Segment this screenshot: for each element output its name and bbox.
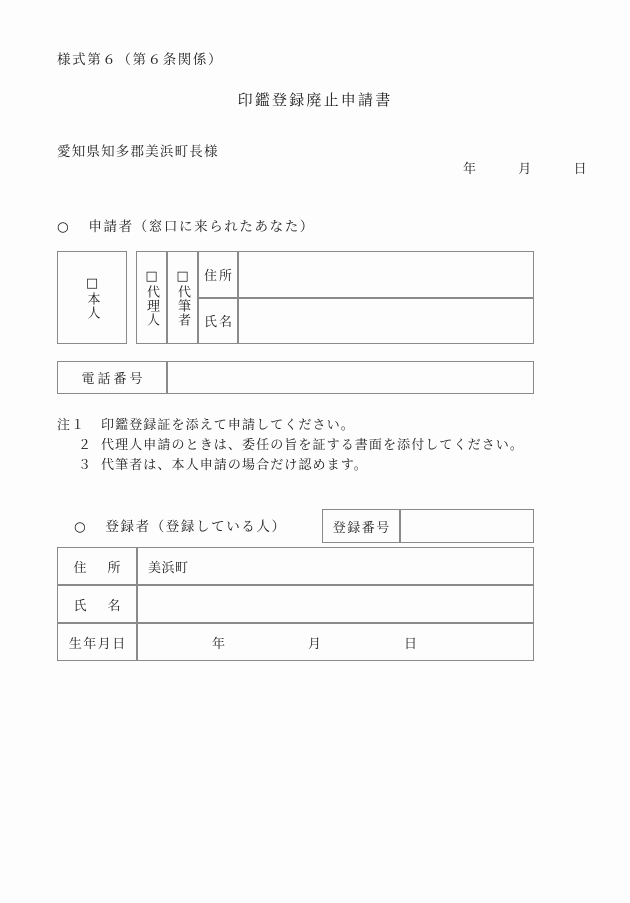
- applicant-tel-value: [168, 362, 533, 393]
- addressee: 愛知県知多郡美浜町長様: [57, 144, 219, 160]
- checkbox-option-scribe[interactable]: [167, 251, 198, 344]
- date-year-marker: 年: [463, 162, 477, 177]
- registrant-name-label: 氏 名: [73, 598, 125, 614]
- applicant-address-value: [239, 252, 533, 297]
- dob-year-marker: 年: [212, 636, 226, 652]
- note-text: 代理人申請のときは、委任の旨を証する書面を添付してください。: [101, 438, 525, 453]
- note-item: [57, 416, 524, 436]
- form-number: 様式第６（第６条関係）: [57, 52, 224, 68]
- applicant-section-heading: [57, 215, 315, 235]
- dob-day-marker: 日: [404, 636, 418, 652]
- applicant-address-label-cell: [198, 251, 238, 298]
- page-title: 印鑑登録廃止申請書: [237, 91, 393, 109]
- applicant-bullet-icon: ○: [57, 219, 71, 235]
- applicant-tel-label: 電話番号: [81, 372, 146, 387]
- registrant-address-field[interactable]: [137, 547, 534, 585]
- note-item: [57, 436, 524, 456]
- checkbox-icon-self[interactable]: □: [84, 275, 100, 292]
- applicant-address-field[interactable]: [238, 251, 534, 298]
- applicant-tel-field[interactable]: [167, 361, 534, 394]
- registrant-address-value: 美浜町: [148, 560, 189, 576]
- registration-number-label: 登録番号: [332, 520, 391, 536]
- checkbox-option-agent[interactable]: [136, 251, 167, 344]
- date-line: [463, 158, 587, 177]
- registration-number-value: [401, 510, 533, 542]
- date-day-marker: 日: [573, 162, 587, 177]
- checkbox-icon-scribe[interactable]: □: [175, 268, 190, 285]
- applicant-name-label: 氏名: [203, 315, 234, 331]
- applicant-name-label-cell: [198, 298, 238, 345]
- checkbox-option-scribe-label: □代筆者: [175, 268, 190, 327]
- registrant-dob-field[interactable]: [137, 623, 534, 661]
- applicant-name-field[interactable]: [238, 298, 534, 345]
- applicant-name-value: [239, 299, 533, 344]
- registrant-name-value: [138, 586, 533, 622]
- registrant-address-label: 住 所: [73, 560, 125, 576]
- registrant-dob-label-cell: [57, 623, 137, 661]
- note-text: 印鑑登録証を添えて申請してください。: [101, 418, 355, 433]
- registrant-name-label-cell: [57, 585, 137, 623]
- checkbox-option-agent-label: □代理人: [144, 268, 159, 327]
- note-number: 注１: [57, 418, 86, 433]
- registrant-bullet-icon: ○: [74, 519, 88, 535]
- registrant-address-label-cell: [57, 547, 137, 585]
- registration-number-label-cell: [322, 509, 400, 543]
- applicant-heading-label: 申請者（窓口に来られたあなた）: [88, 219, 315, 235]
- registrant-dob-label: 生年月日: [68, 636, 127, 652]
- checkbox-icon-agent[interactable]: □: [144, 268, 159, 285]
- registration-number-field[interactable]: [400, 509, 534, 543]
- checkbox-option-self[interactable]: [57, 251, 127, 344]
- dob-month-marker: 月: [308, 636, 322, 652]
- registrant-section-heading: [74, 515, 287, 535]
- note-item: [57, 456, 524, 476]
- applicant-tel-label-cell: [57, 361, 167, 394]
- note-number: ３: [78, 458, 93, 473]
- registrant-name-field[interactable]: [137, 585, 534, 623]
- registrant-heading-label: 登録者（登録している人）: [105, 519, 287, 535]
- applicant-address-label: 住所: [203, 268, 234, 284]
- registrant-dob-markers: [138, 624, 533, 660]
- notes-list: [57, 416, 524, 476]
- checkbox-option-self-label: □本人: [84, 275, 100, 320]
- date-month-marker: 月: [518, 162, 532, 177]
- note-text: 代筆者は、本人申請の場合だけ認めます。: [101, 458, 368, 473]
- note-number: ２: [78, 438, 93, 453]
